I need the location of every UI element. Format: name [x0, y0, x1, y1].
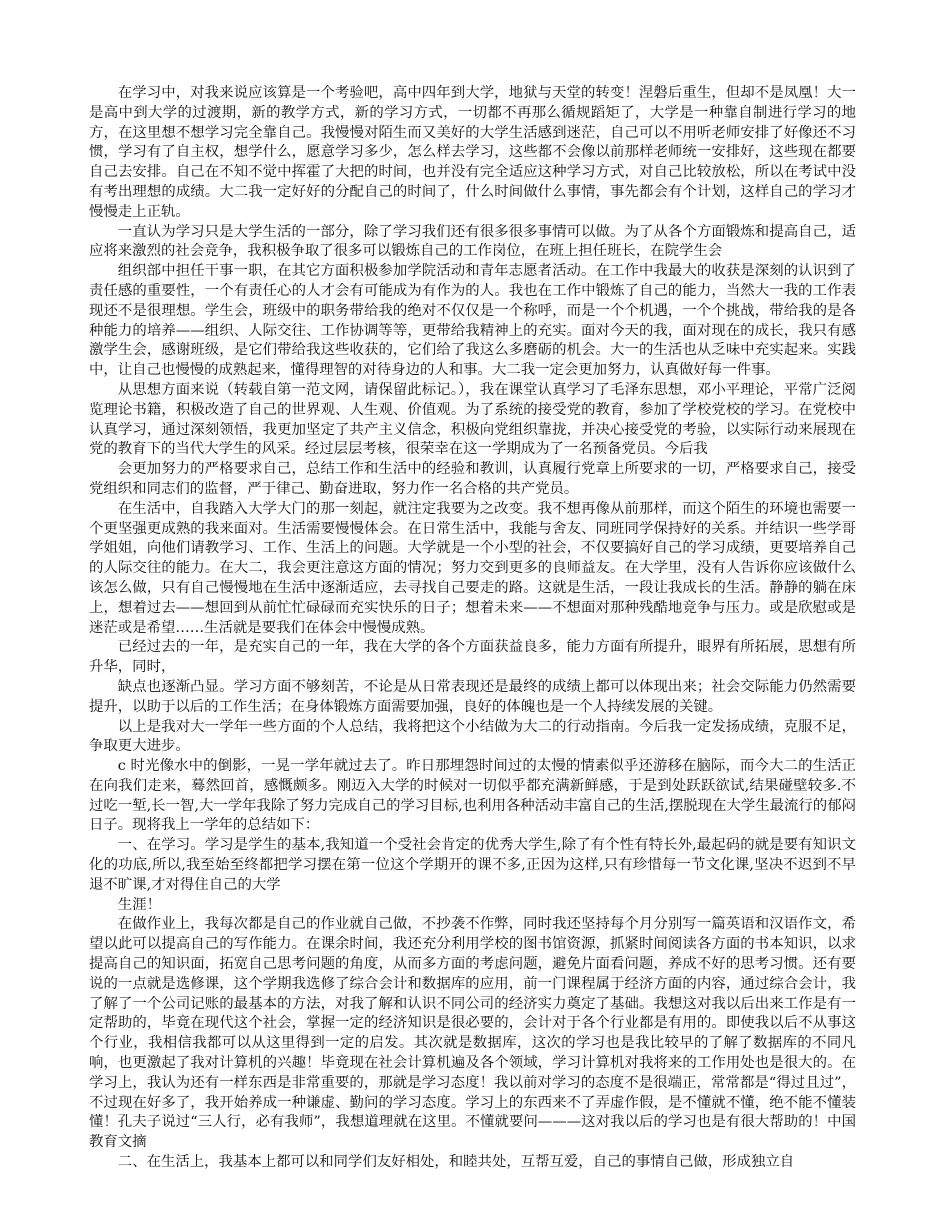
paragraph-summary: 以上是我对大一学年一些方面的个人总结，我将把这个小结做为大二的行动指南。今后我一定发扬成绩，克服不足，争取更大进步。	[89, 718, 856, 755]
paragraph-study-intro: 在学习中，对我来说应该算是一个考验吧，高中四年到大学，地狱与天堂的转变！涅磐后重生，但却不是凤凰！大一是高中到大学的过渡期，新的教学方式，新的学习方式，一切都不再那么循规蹈矩了，大学是一种靠自制进行学习的地方，在这里想不想学习完全靠自己。我慢慢对陌生而又美好的大学生活感到迷茫，自己可以不用听老师安排了好像还不习惯，学习有了自主权，想学什么，愿意学习多少，怎么样去学习，这些都不会像以前那样老师统一安排好，这些现在都要自己去安排。自己在不知不觉中挥霍了大把的时间，也并没有完全适应这种学习方式，对自己比较放松，所以在考试中没有考出理想的成绩。大二我一定好好的分配自己的时间了，什么时间做什么事情，事先都会有个计划，这样自己的学习才慢慢走上正轨。	[89, 85, 856, 220]
paragraph-section-life: 二、在生活上，我基本上都可以和同学们友好相处，和睦共处，互帮互爱，自己的事情自己做，形成独立自	[117, 1154, 795, 1171]
paragraph-organization-work: 组织部中担任干事一职，在其它方面积极参加学院活动和青年志愿者活动。在工作中我最大的收获是深刻的认识到了责任感的重要性，一个有责任心的人才会有可能成为有作为的人。我也在工作中锻炼了自己的能力，当然大一我的工作表现还不是很理想。学生会，班级中的职务带给我的绝对不仅仅是一个称呼，而是一个个机遇，一个个挑战，带给我的是各种能力的培养——组织、人际交往、工作协调等等，更带给我精神上的充实。面对今天的我，面对现在的成长，我只有感激学生会，感谢班级，是它们带给我这些收获的，它们给了我这么多磨砺的机会。大一的生活也从乏味中充实起来。实践中，让自己也慢慢的成熟起来，懂得理智的对待身边的人和事。大二我一定会更加努力，认真做好每一件事。	[89, 263, 856, 379]
paragraph-study-part: 一直认为学习只是大学生活的一部分，除了学习我们还有很多很多事情可以做。为了从各个方面锻炼和提高自己，适应将来激烈的社会竞争，我积极争取了很多可以锻炼自己的工作岗位，在班上担任班长，在院学生会	[89, 223, 856, 260]
paragraph-career-line: 生涯！	[117, 896, 161, 913]
paragraph-shortcomings: 缺点也逐渐凸显。学习方面不够刻苦，不论是从日常表现还是最终的成绩上都可以体现出来；社会交际能力仍然需要提升，以助于以后的工作生活；在身体锻炼方面需要加强，良好的体魄也是一个人持续发展的关键。	[89, 678, 856, 715]
paragraph-party-member: 会更加努力的严格要求自己，总结工作和生活中的经验和教训，认真履行党章上所要求的一切，严格要求自己，接受党组织和同志们的监督，严于律己、勤奋进取，努力作一名合格的共产党员。	[89, 461, 856, 497]
paragraph-section-study: 一、在学习。学习是学生的基本,我知道一个受社会肯定的优秀大学生,除了有个性有特长外,最起码的就是要有知识文化的功底,所以,我至始至终都把学习摆在第一位这个学期开的课不多,正因为这样,只有珍惜每一节文化课,坚决不迟到不早退不旷课,才对得住自己的大学	[89, 837, 856, 893]
paragraph-past-year: 已经过去的一年，是充实自己的一年，我在大学的各个方面获益良多，能力方面有所提升，眼界有所拓展，思想有所升华，同时，	[89, 639, 856, 676]
paragraph-ideology: 从思想方面来说（转载自第一范文网，请保留此标记。），我在课堂认真学习了毛泽东思想，邓小平理论，平常广泛阅览理论书籍，积极改造了自己的世界观、人生观、价值观。为了系统的接受党的教育，参加了学校党校的学习。在党校中认真学习，通过深刻领悟，我更加坚定了共产主义信念，积极向党组织靠拢，并决心接受党的考验，以实际行动来展现在党的教育下的当代大学生的风采。经过层层考核，很荣幸在这一学期成为了一名预备党员。今后我	[89, 381, 856, 458]
paragraph-homework: 在做作业上，我每次都是自己的作业就自己做，不抄袭不作弊，同时我还坚持每个月分别写一篇英语和汉语作文，希望以此可以提高自己的写作能力。在课余时间，我还充分利用学校的图书馆资源，抓紧时间阅读各方面的书本知识，以求提高自己的知识面，拓宽自己思考问题的角度，从而多方面的考虑问题，避免片面看问题，养成不好的思考习惯。还有要说的一点就是选修课，这个学期我选修了综合会计和数据库的应用，前一门课程属于经济方面的内容，通过综合会计，我了解了一个公司记账的最基本的方法，对我了解和认识不同公司的经济实力奠定了基础。我想这对我以后出来工作是有一定帮助的，毕竟在现代这个社会，掌握一定的经济知识是很必要的，会计对于各个行业都是有用的。即使我以后不从事这个行业，我相信我都可以从这里得到一定的启发。其次就是数据库，这次的学习也是我比较早的了解了数据库的不同凡响，也更激起了我对计算机的兴趣！毕竟现在社会计算机遍及各个领域，学习计算机对我将来的工作用处也是很大的。在学习上，我认为还有一样东西是非常重要的，那就是学习态度！我以前对学习的态度不是很端正，常常都是“得过且过”，不过现在好多了，我开始养成一种谦虚、勤问的学习态度。学习上的东西来不了弄虚作假，是不懂就不懂，绝不能不懂装懂！孔夫子说过“三人行，必有我师”，我想道理就在这里。不懂就要问———这对我以后的学习也是有很大帮助的！中国教育文摘	[89, 916, 856, 1151]
paragraph-life: 在生活中，自我踏入大学大门的那一刻起，就注定我要为之改变。我不想再像从前那样，而这个陌生的环境也需要一个更坚强更成熟的我来面对。生活需要慢慢体会。在日常生活中，我能与舍友、同班同学保持好的关系。并结识一些学哥学姐姐，向他们请教学习、工作、生活上的问题。大学就是一个小型的社会，不仅要搞好自己的学习成绩，更要培养自己的人际交往的能力。在大二，我会更注意这方面的情况；努力交到更多的良师益友。在大学里，没有人告诉你应该做什么该怎么做，只有自己慢慢地在生活中逐渐适应，去寻找自己要走的路。这就是生活，一段让我成长的生活。静静的躺在床上，想着过去——想回到从前忙忙碌碌而充实快乐的日子；想着未来——不想面对那种残酷地竞争与压力。或是欣慰或是迷茫或是希望……生活就是要我们在体会中慢慢成熟。	[89, 500, 856, 636]
paragraph-time-reflection: c 时光像水中的倒影，一晃一学年就过去了。昨日那埋怨时间过的太慢的情素似乎还游移在脑际，而今大二的生活正在向我们走来，蓦然回首，感慨颇多。刚迈入大学的时候对一切似乎都充满新鲜感，于是到处跃跃欲试,结果碰壁较多.不过吃一堑,长一智,大一学年我除了努力完成自己的学习目标,也利用各种活动丰富自己的生活,摆脱现在大学生最流行的郁闷日子。现将我上一学年的总结如下：	[89, 758, 856, 834]
